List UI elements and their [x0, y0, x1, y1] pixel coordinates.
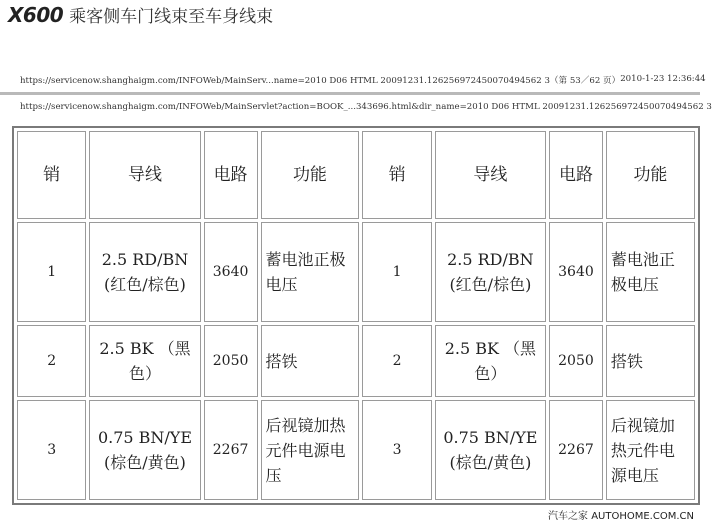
function-cell: 蓄电池正极电压 — [261, 222, 360, 322]
wire-cell: 2.5 RD/BN (红色/棕色) — [435, 222, 546, 322]
page-url: https://servicenow.shanghaigm.com/INFOWeb/MainServ...name=2010 D06 HTML 20091231.126256972450070494562 3（第 53／62 页） — [20, 76, 621, 86]
function-cell: 搭铁 — [606, 325, 695, 397]
pin-cell: 3 — [17, 400, 86, 500]
header-function: 功能 — [261, 131, 360, 219]
table-row — [17, 400, 695, 500]
pin-cell: 1 — [17, 222, 86, 322]
print-timestamp: 2010-1-23 12:36:44 — [620, 74, 706, 84]
header-circuit-2: 电路 — [549, 131, 603, 219]
function-cell: 后视镜加热元件电源电压 — [606, 400, 695, 500]
header-wire-2: 导线 — [435, 131, 546, 219]
wire-cell: 2.5 BK （黑色） — [89, 325, 200, 397]
wire-cell: 0.75 BN/YE (棕色/黄色) — [435, 400, 546, 500]
wire-cell: 2.5 RD/BN (红色/棕色) — [89, 222, 200, 322]
model-name: X600 — [8, 3, 64, 27]
print-header — [20, 74, 706, 86]
circuit-cell: 2267 — [204, 400, 258, 500]
table-row — [17, 222, 695, 322]
page-url-second: https://servicenow.shanghaigm.com/INFOWeb/MainServlet?action=BOOK_...343696.html&dir_name=2010 D06 HTML 20091231.126256972450070494562 3 — [20, 102, 712, 112]
header-wire: 导线 — [89, 131, 200, 219]
circuit-cell: 2267 — [549, 400, 603, 500]
circuit-cell: 3640 — [204, 222, 258, 322]
header-circuit: 电路 — [204, 131, 258, 219]
function-cell: 后视镜加热元件电源电压 — [261, 400, 360, 500]
wire-cell: 0.75 BN/YE (棕色/黄色) — [89, 400, 200, 500]
divider — [0, 92, 700, 95]
header-function-2: 功能 — [606, 131, 695, 219]
pin-cell: 2 — [17, 325, 86, 397]
pin-cell: 2 — [362, 325, 431, 397]
pinout-table — [12, 126, 700, 505]
table-header-row — [17, 131, 695, 219]
page-title — [8, 2, 273, 30]
title-text: 乘客侧车门线束至车身线束 — [69, 7, 274, 27]
pin-cell: 3 — [362, 400, 431, 500]
header-pin: 销 — [17, 131, 86, 219]
wire-cell: 2.5 BK （黑色） — [435, 325, 546, 397]
circuit-cell: 3640 — [549, 222, 603, 322]
function-cell: 蓄电池正极电压 — [606, 222, 695, 322]
header-pin-2: 销 — [362, 131, 431, 219]
watermark: 汽车之家 AUTOHOME.COM.CN — [546, 507, 696, 522]
table-row — [17, 325, 695, 397]
pin-cell: 1 — [362, 222, 431, 322]
function-cell: 搭铁 — [261, 325, 360, 397]
circuit-cell: 2050 — [204, 325, 258, 397]
circuit-cell: 2050 — [549, 325, 603, 397]
